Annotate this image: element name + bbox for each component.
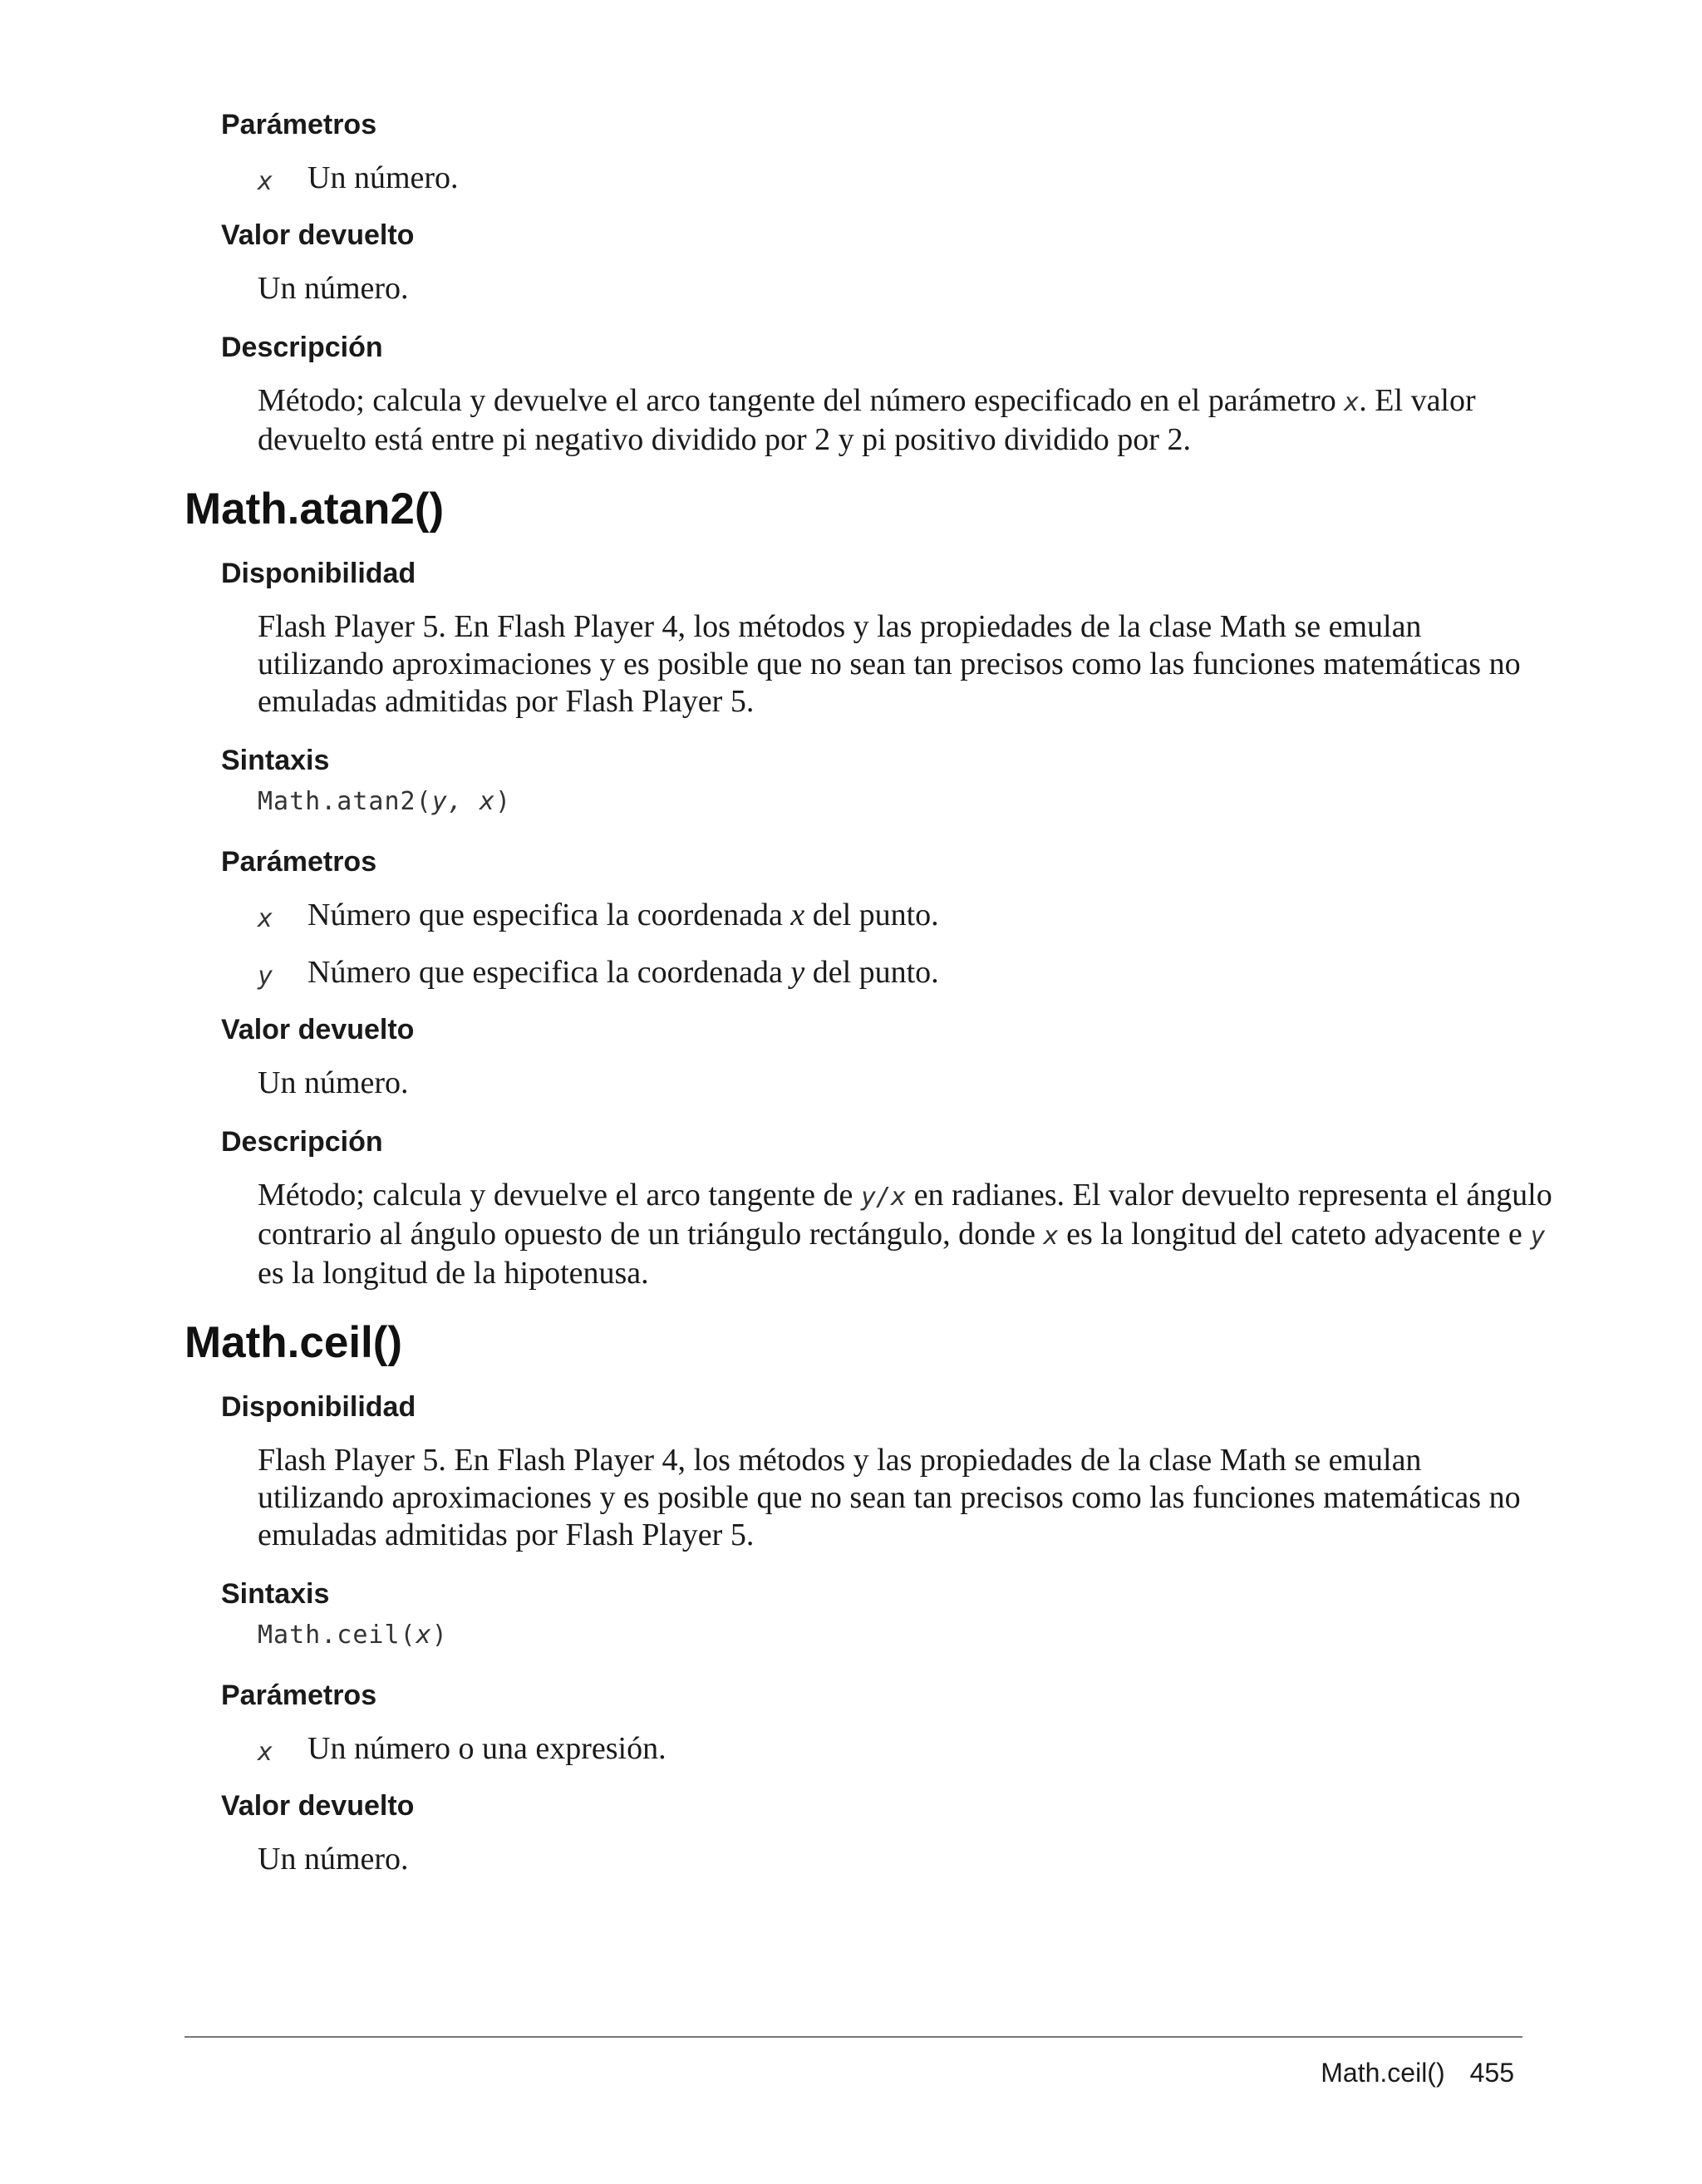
availability-heading: Disponibilidad	[221, 558, 416, 589]
description-part: Número que especifica la coordenada	[307, 955, 791, 990]
code-args: x	[416, 1621, 432, 1650]
syntax-heading: Sintaxis	[221, 745, 330, 776]
availability-heading: Disponibilidad	[221, 1391, 416, 1423]
parameter-item	[258, 160, 1531, 200]
parameter-description	[307, 954, 939, 995]
parameters-heading: Parámetros	[221, 109, 377, 140]
return-value-text: Un número.	[258, 271, 409, 306]
availability-text: Flash Player 5. En Flash Player 4, los métodos y las propiedades de la clase Math se emulan utilizando aproximaciones y es posible que no sean tan precisos como las funciones matemáticas no emuladas admitidas por Flash Player 5.	[258, 609, 1521, 719]
return-value-heading: Valor devuelto	[221, 1790, 415, 1822]
return-value-heading: Valor devuelto	[221, 219, 415, 251]
footer-divider	[184, 2036, 1522, 2038]
return-value-text: Un número.	[258, 1065, 409, 1100]
syntax-heading: Sintaxis	[221, 1578, 330, 1610]
description-part: del punto.	[804, 898, 939, 932]
parameter-name: x	[258, 904, 273, 933]
inline-variable: x	[1344, 388, 1360, 417]
code-part: )	[431, 1621, 448, 1650]
parameter-item	[258, 897, 1531, 937]
parameter-name: y	[258, 962, 273, 991]
description-part: del punto.	[804, 955, 939, 990]
return-value-heading: Valor devuelto	[221, 1014, 415, 1045]
parameters-heading: Parámetros	[221, 1680, 377, 1711]
description-part: Método; calcula y devuelve el arco tangente del número especificado en el parámetro	[258, 383, 1345, 418]
syntax-code	[258, 1619, 1531, 1652]
page-number: 455	[1469, 2058, 1514, 2088]
parameter-name: x	[258, 1738, 273, 1767]
page-content	[184, 106, 1552, 1900]
description-text	[258, 382, 1554, 459]
return-value-text: Un número.	[258, 1842, 409, 1877]
description-part: . El valor devuelto está entre pi negativo dividido por 2 y pi positivo dividido por 2.	[258, 383, 1476, 457]
inline-variable: x	[1043, 1222, 1059, 1251]
description-part: es la longitud de la hipotenusa.	[258, 1256, 649, 1291]
code-part: )	[494, 787, 511, 816]
syntax-code	[258, 785, 1531, 819]
description-heading: Descripción	[221, 1126, 383, 1158]
availability-text: Flash Player 5. En Flash Player 4, los métodos y las propiedades de la clase Math se emulan utilizando aproximaciones y es posible que no sean tan precisos como las funciones matemáticas no emuladas admitidas por Flash Player 5.	[258, 1443, 1521, 1552]
entry-title-ceil: Math.ceil()	[184, 1318, 403, 1367]
description-part: en radianes. El valor devuelto representa el ángulo contrario al ángulo opuesto de un triángulo rectángulo, donde	[258, 1178, 1552, 1252]
description-text	[258, 1177, 1554, 1292]
parameter-description	[307, 897, 939, 937]
parameter-description: Un número o una expresión.	[307, 1731, 667, 1766]
page-footer	[1321, 2058, 1514, 2088]
italic-variable: x	[790, 898, 805, 932]
code-part: Math.ceil(	[258, 1621, 416, 1650]
parameter-name: x	[258, 167, 273, 196]
entry-title-atan2: Math.atan2()	[184, 485, 445, 534]
description-part: es la longitud del cateto adyacente e	[1058, 1217, 1531, 1252]
parameter-item	[258, 954, 1531, 995]
parameter-description: Un número.	[307, 160, 459, 195]
parameter-item	[258, 1730, 1531, 1771]
description-heading: Descripción	[221, 332, 383, 363]
inline-variable: y/x	[860, 1183, 907, 1212]
code-part: Math.atan2(	[258, 787, 432, 816]
description-part: Número que especifica la coordenada	[307, 898, 791, 932]
footer-section-title: Math.ceil()	[1321, 2058, 1445, 2088]
inline-variable: y	[1530, 1222, 1546, 1251]
parameters-heading: Parámetros	[221, 846, 377, 878]
italic-variable: y	[790, 955, 805, 990]
description-part: Método; calcula y devuelve el arco tangente de	[258, 1178, 861, 1213]
code-args: y, x	[431, 787, 495, 816]
